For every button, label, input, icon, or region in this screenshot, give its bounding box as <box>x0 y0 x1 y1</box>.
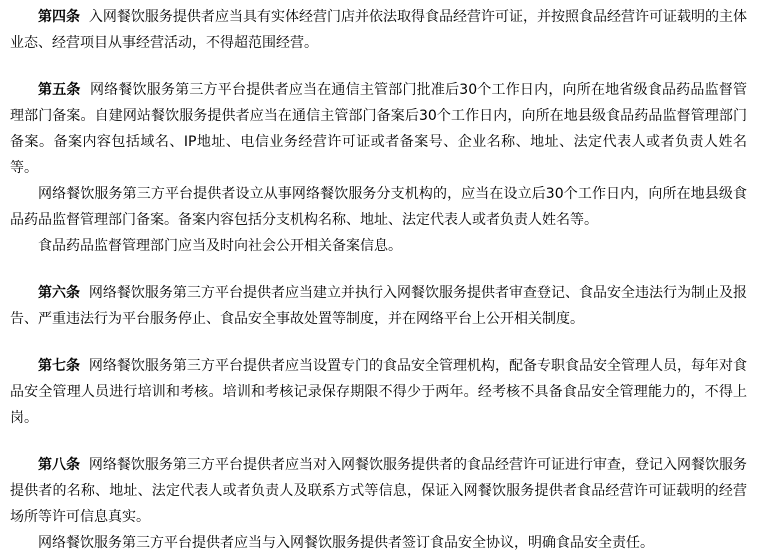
article-7-title: 第七条 <box>38 358 81 374</box>
article-8-title: 第八条 <box>38 457 81 473</box>
article-6-title: 第六条 <box>38 285 81 301</box>
article-6-paragraph-1 <box>10 280 747 332</box>
article-8-text-1: 网络餐饮服务第三方平台提供者应当对入网餐饮服务提供者的食品经营许可证进行审查，登记入网餐饮服务提供者的名称、地址、法定代表人或者负责人及联系方式等信息，保证入网餐饮服务提供者食品经营许可证载明的经营场所等许可信息真实。 <box>10 457 748 525</box>
article-spacer <box>10 332 747 353</box>
article-5-text-3: 食品药品监督管理部门应当及时向社会公开相关备案信息。 <box>38 238 402 254</box>
article-5-paragraph-3 <box>10 233 747 259</box>
article-5-text-2: 网络餐饮服务第三方平台提供者设立从事网络餐饮服务分支机构的，应当在设立后30个工作日内，向所在地县级食品药品监督管理部门备案。备案内容包括分支机构名称、地址、法定代表人或者负责人姓名等。 <box>10 186 747 228</box>
article-5-paragraph-1 <box>10 77 747 181</box>
article-8-paragraph-2 <box>10 530 747 556</box>
article-7-text-1: 网络餐饮服务第三方平台提供者应当设置专门的食品安全管理机构，配备专职食品安全管理人员，每年对食品安全管理人员进行培训和考核。培训和考核记录保存期限不得少于两年。经考核不具备食品安全管理能力的，不得上岗。 <box>10 358 748 426</box>
article-7-paragraph-1 <box>10 353 747 431</box>
article-spacer <box>10 56 747 77</box>
article-5-paragraph-2 <box>10 181 747 233</box>
article-6-text-1: 网络餐饮服务第三方平台提供者应当建立并执行入网餐饮服务提供者审查登记、食品安全违法行为制止及报告、严重违法行为平台服务停止、食品安全事故处置等制度，并在网络平台上公开相关制度。 <box>10 285 748 327</box>
article-5-title: 第五条 <box>38 82 81 98</box>
article-4-text-1: 入网餐饮服务提供者应当具有实体经营门店并依法取得食品经营许可证，并按照食品经营许可证载明的主体业态、经营项目从事经营活动，不得超范围经营。 <box>10 9 748 51</box>
article-5-text-1: 网络餐饮服务第三方平台提供者应当在通信主管部门批准后30个工作日内，向所在地省级食品药品监督管理部门备案。自建网站餐饮服务提供者应当在通信主管部门备案后30个工作日内，向所在地县级食品药品监督管理部门备案。备案内容包括域名、IP地址、电信业务经营许可证或者备案号、企业名称、地址、法定代表人或者负责人姓名等。 <box>10 82 748 176</box>
article-4-paragraph-1 <box>10 4 747 56</box>
article-spacer <box>10 259 747 280</box>
article-8-text-2: 网络餐饮服务第三方平台提供者应当与入网餐饮服务提供者签订食品安全协议，明确食品安全责任。 <box>38 535 654 551</box>
article-spacer <box>10 431 747 452</box>
article-8-paragraph-1 <box>10 452 747 530</box>
article-4-title: 第四条 <box>38 9 81 25</box>
